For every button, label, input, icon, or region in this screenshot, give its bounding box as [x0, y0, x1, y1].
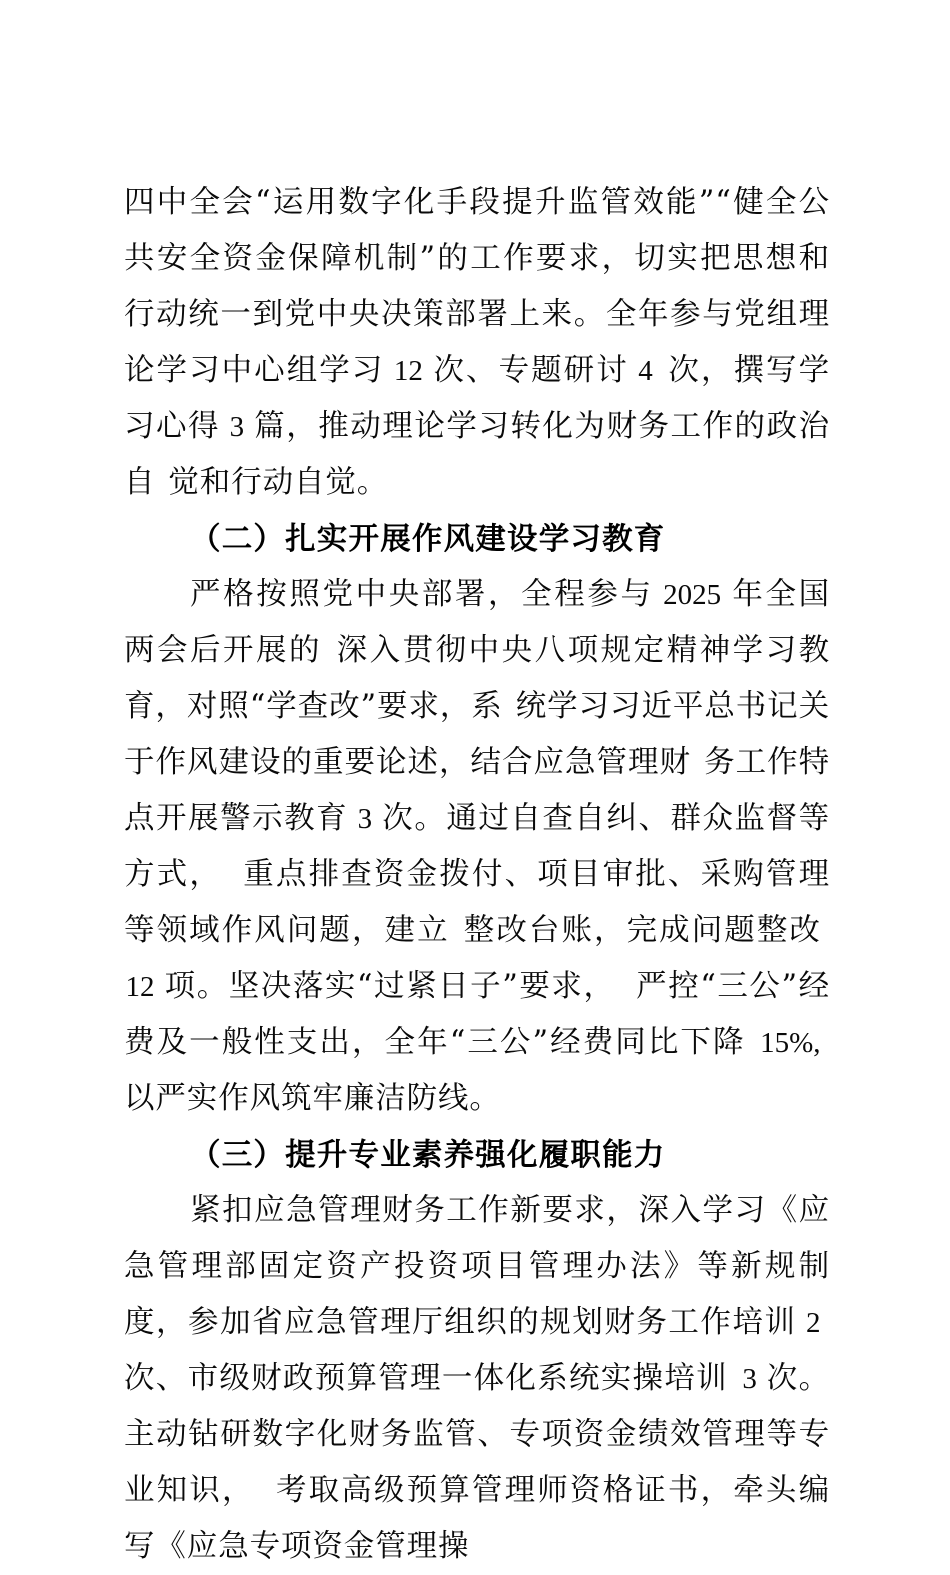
text-run: 次，撰写学习心得	[124, 353, 831, 444]
text-run: 重点排查资金拨付、项目审批、采购管理等领域作风问题，建立	[124, 857, 830, 948]
section-heading-2: （二）扎实开展作风建设学习教育	[190, 521, 666, 557]
text-run: 项。坚决落实“过紧日子”要求，	[164, 969, 616, 1004]
count-value-12: 12	[125, 971, 155, 1003]
text-run: 深入贯彻中央八项规定精神学习教育，对照“学查改”要求，系	[124, 633, 830, 724]
count-value-4: 4	[638, 355, 653, 387]
text-run: 以严实作风筑牢廉洁防线。	[124, 1081, 501, 1116]
section-heading-3: （三）提升专业素养强化履职能力	[190, 1137, 666, 1173]
text-run: 年全国两会后开展的	[124, 577, 830, 668]
text-run: 务工作特点开展警示教育	[124, 745, 830, 836]
text-run: 严格按照党中央部署，全程参与	[190, 577, 654, 612]
count-value-3: 3	[357, 803, 373, 835]
text-run: 次。通过自查自纠、群众监督等方式，	[124, 801, 830, 892]
count-value-12: 12	[393, 355, 423, 387]
paragraph-professional-capability	[124, 1183, 830, 1575]
document-body	[124, 175, 830, 1575]
text-run: 篇，推动理论学习转化为财务工作的政治自	[124, 409, 831, 500]
count-value-3: 3	[229, 411, 245, 443]
count-value-3: 3	[742, 1363, 757, 1395]
text-run: 紧扣应急管理财务工作新要求，深入学习《应急管理部固定资产投资项目管理办法》等新规制度，参加省应急管理厅组织的规划财务工作培训	[124, 1193, 830, 1340]
percent-value-15: 15%,	[760, 1027, 821, 1059]
text-run: 严控“三公”经费及一般性支出，全年“三公”经费同比下降	[124, 969, 830, 1060]
year-value-2025: 2025	[663, 579, 722, 611]
text-run: 觉和行动自觉。	[168, 465, 389, 500]
text-run: 整改台账，完成问题整改	[462, 913, 823, 948]
text-run: 次。主动钻研数字化财务监管、专项资金绩效管理等专业知识，	[124, 1361, 830, 1508]
text-run: 考取高级预算管理师资格证书，牵头编写《应急专项资金管理操	[124, 1473, 830, 1564]
text-run: 统学习习近平总书记关于作风建设的重要论述，结合应急管理财	[124, 689, 830, 780]
text-run: 次、专题研讨	[432, 353, 629, 388]
text-run: 次、市级财政预算管理一体化系统实操培训	[124, 1361, 728, 1396]
count-value-2: 2	[806, 1307, 821, 1339]
text-run: 四中全会“运用数字化手段提升监管效能”“健全公共安全资金保障机制”的工作要求，切实把思想和行动统一到党中央决策部署上来。全年参与党组理论学习中心组学习	[124, 185, 830, 388]
paragraph-continuation-theory-study	[124, 175, 830, 511]
paragraph-work-style-education	[124, 567, 830, 1127]
